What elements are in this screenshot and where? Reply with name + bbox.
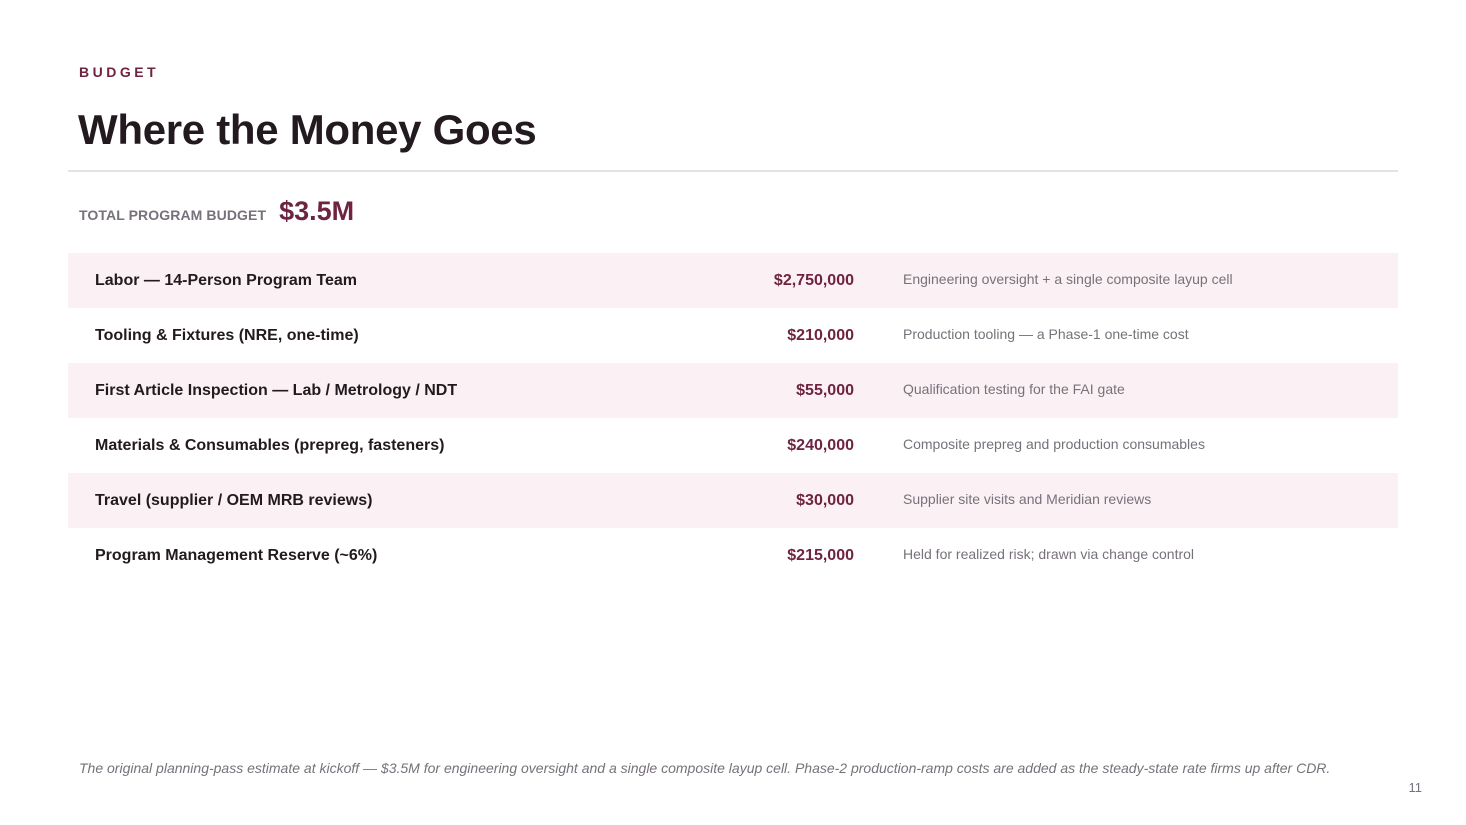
budget-row-note: Engineering oversight + a single composite layup cell: [903, 271, 1233, 287]
budget-row-reserve: [68, 528, 1398, 583]
title-divider: [68, 170, 1398, 172]
page-title: Where the Money Goes: [78, 106, 537, 153]
budget-row-note: Supplier site visits and Meridian reviews: [903, 491, 1152, 507]
total-budget-label: TOTAL PROGRAM BUDGET: [79, 207, 267, 223]
budget-row-travel: [68, 473, 1398, 528]
budget-row-label: First Article Inspection — Lab / Metrology / NDT: [95, 382, 458, 399]
page-number: 11: [1408, 780, 1422, 795]
budget-table: [68, 253, 1398, 583]
budget-row-label: Labor — 14-Person Program Team: [95, 272, 357, 289]
budget-row-note: Composite prepreg and production consumables: [903, 436, 1205, 452]
budget-row-amount: $210,000: [787, 327, 854, 344]
budget-row-amount: $240,000: [787, 437, 854, 454]
total-budget: [79, 196, 354, 227]
budget-row-label: Materials & Consumables (prepreg, fasteners): [95, 437, 445, 454]
budget-row-tooling: [68, 308, 1398, 363]
budget-row-label: Travel (supplier / OEM MRB reviews): [95, 492, 373, 509]
budget-row-amount: $55,000: [796, 382, 854, 399]
footnote: The original planning-pass estimate at kickoff — $3.5M for engineering oversight and a single composite layup cell. Phase-2 production-ramp costs are added as the steady-state rate firms up after CDR.: [79, 760, 1331, 776]
total-budget-value: $3.5M: [279, 196, 355, 226]
budget-row-amount: $30,000: [796, 492, 854, 509]
budget-row-label: Program Management Reserve (~6%): [95, 547, 378, 564]
budget-row-amount: $215,000: [787, 547, 854, 564]
budget-row-note: Qualification testing for the FAI gate: [903, 381, 1125, 397]
section-eyebrow: BUDGET: [79, 64, 160, 80]
budget-row-label: Tooling & Fixtures (NRE, one-time): [95, 327, 359, 344]
budget-row-materials: [68, 418, 1398, 473]
budget-row-amount: $2,750,000: [773, 272, 854, 289]
budget-row-note: Held for realized risk; drawn via change control: [903, 546, 1195, 562]
budget-row-note: Production tooling — a Phase-1 one-time cost: [903, 326, 1189, 342]
budget-row-labor: [68, 253, 1398, 308]
budget-row-inspection: [68, 363, 1398, 418]
